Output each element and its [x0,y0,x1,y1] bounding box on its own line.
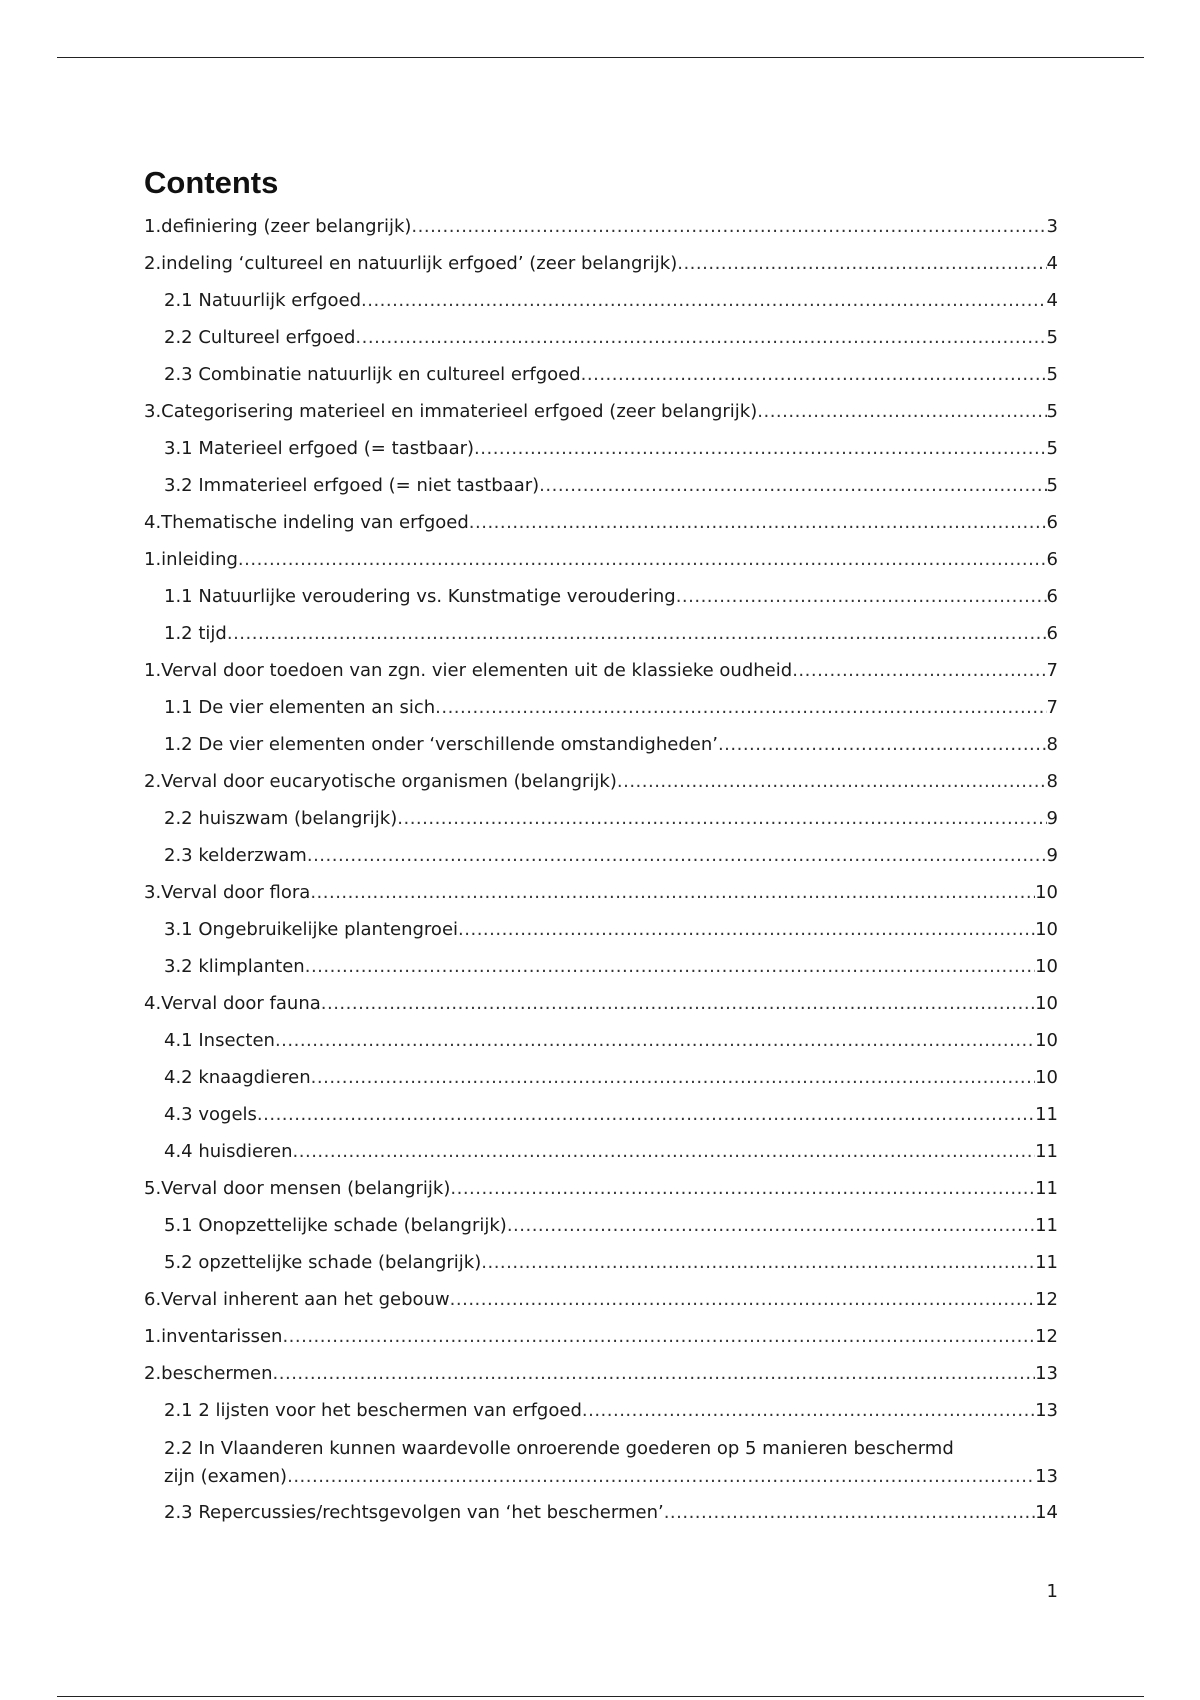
toc-entry[interactable] [144,1213,1058,1239]
toc-entry[interactable] [144,584,1058,610]
dot-leader [361,288,1047,314]
toc-entry-label: 2.3 kelderzwam [164,845,307,866]
toc-entry[interactable] [144,399,1058,425]
dot-leader [617,769,1047,795]
dot-leader [275,1028,1035,1054]
toc-entry-label: 2.1 Natuurlijk erfgoed [164,290,362,311]
dot-leader [397,806,1046,832]
toc-entry[interactable] [144,214,1058,240]
toc-entry[interactable] [144,917,1058,943]
toc-entry-label: 1.Verval door toedoen van zgn. vier elementen uit de klassieke oudheid [144,660,793,681]
toc-entry-label: 2.3 Combinatie natuurlijk en cultureel erfgoed [164,364,581,385]
toc-entry-label: 4.Verval door fauna [144,993,321,1014]
toc-entry-label: 5.2 opzettelijke schade (belangrijk) [164,1252,482,1273]
toc-entry-page: 11 [1035,1141,1058,1162]
toc-entry-label: 1.inventarissen [144,1326,283,1347]
toc-entry[interactable] [144,1176,1058,1202]
toc-entry-label: 2.3 Repercussies/rechtsgevolgen van ‘het beschermen’ [164,1502,664,1523]
toc-list [144,214,1058,1424]
toc-entry[interactable] [144,436,1058,462]
dot-leader [469,510,1047,536]
toc-entry-page: 4 [1046,253,1058,274]
dot-leader [450,1287,1035,1313]
dot-leader [435,695,1046,721]
toc-entry-page: 10 [1035,1030,1058,1051]
toc-entry[interactable] [144,658,1058,684]
toc-entry[interactable] [144,695,1058,721]
dot-leader [307,843,1047,869]
dot-leader [458,917,1035,943]
toc-entry-page: 6 [1046,623,1058,644]
toc-entry-label: 2.indeling ‘cultureel en natuurlijk erfgoed’ (zeer belangrijk) [144,253,678,274]
toc-entry-label: 1.2 tijd [164,623,227,644]
table-of-contents [144,164,1058,1537]
dot-leader [676,584,1047,610]
toc-entry-page: 10 [1035,993,1058,1014]
toc-entry-page: 3 [1046,216,1058,237]
toc-entry-page: 6 [1046,549,1058,570]
toc-entry-label: 1.1 Natuurlijke veroudering vs. Kunstmatige veroudering [164,586,676,607]
dot-leader [293,1139,1036,1165]
toc-entry-page: 11 [1035,1252,1058,1273]
toc-entry-label: 1.1 De vier elementen an sich [164,697,436,718]
toc-entry-label: 2.1 2 lijsten voor het beschermen van erfgoed [164,1400,582,1421]
toc-entry[interactable] [144,1250,1058,1276]
toc-entry[interactable] [144,510,1058,536]
toc-entry-page: 12 [1035,1326,1058,1347]
dot-leader [257,1102,1035,1128]
toc-entry-page: 11 [1035,1178,1058,1199]
toc-entry[interactable] [144,288,1058,314]
dot-leader [757,399,1046,425]
dot-leader [582,1398,1035,1424]
toc-entry-page: 7 [1046,660,1058,681]
toc-entry-label-line2: zijn (examen) [164,1466,288,1487]
dot-leader [305,954,1035,980]
dot-leader [481,1250,1035,1276]
toc-entry-label: 1.inleiding [144,549,238,570]
toc-entry-page: 8 [1046,771,1058,792]
toc-entry-label: 2.2 huiszwam (belangrijk) [164,808,398,829]
dot-leader [411,214,1046,240]
toc-entry-page: 5 [1046,475,1058,496]
dot-leader [287,1463,1035,1491]
dot-leader [581,362,1047,388]
toc-entry-label: 2.2 Cultureel erfgoed [164,327,356,348]
toc-entry-page: 6 [1046,586,1058,607]
dot-leader [311,1065,1035,1091]
footer-rule [57,1696,1144,1697]
toc-entry[interactable] [144,1028,1058,1054]
toc-entry[interactable] [144,325,1058,351]
toc-entry-wrapped[interactable] [144,1435,1058,1491]
toc-entry[interactable] [144,251,1058,277]
dot-leader [238,547,1047,573]
toc-entry[interactable] [144,1065,1058,1091]
toc-entry-page: 10 [1035,956,1058,977]
toc-entry-label: 4.Thematische indeling van erfgoed [144,512,469,533]
toc-entry[interactable] [144,769,1058,795]
toc-entry-label: 6.Verval inherent aan het gebouw [144,1289,450,1310]
dot-leader [282,1324,1035,1350]
toc-entry-page: 5 [1046,327,1058,348]
toc-entry-page: 9 [1046,845,1058,866]
dot-leader [664,1500,1035,1526]
toc-entry-page: 10 [1035,919,1058,940]
toc-entry-page: 11 [1035,1104,1058,1125]
dot-leader [450,1176,1035,1202]
dot-leader [507,1213,1035,1239]
toc-entry-label: 4.4 huisdieren [164,1141,293,1162]
toc-entry-page: 12 [1035,1289,1058,1310]
dot-leader [227,621,1047,647]
toc-entry-label: 3.2 Immaterieel erfgoed (= niet tastbaar) [164,475,540,496]
toc-entry-page: 7 [1046,697,1058,718]
toc-entry-label: 3.Categorisering materieel en immaterieel erfgoed (zeer belangrijk) [144,401,758,422]
toc-entry-label: 5.Verval door mensen (belangrijk) [144,1178,451,1199]
toc-entry-page: 10 [1035,1067,1058,1088]
toc-entry[interactable] [144,621,1058,647]
toc-entry-page: 4 [1046,290,1058,311]
dot-leader [677,251,1046,277]
header-rule [57,57,1144,58]
toc-entry[interactable] [144,1287,1058,1313]
toc-entry[interactable] [144,806,1058,832]
toc-entry[interactable] [144,1324,1058,1350]
toc-entry-page: 8 [1046,734,1058,755]
toc-entry[interactable] [144,880,1058,906]
page-number: 1 [1046,1581,1058,1602]
toc-entry-label: 3.1 Materieel erfgoed (= tastbaar) [164,438,475,459]
toc-entry-page: 10 [1035,882,1058,903]
toc-entry-label: 4.3 vogels [164,1104,257,1125]
toc-entry-label: 3.1 Ongebruikelijke plantengroei [164,919,459,940]
toc-entry-page: 13 [1035,1400,1058,1421]
toc-entry-label: 3.Verval door flora [144,882,311,903]
dot-leader [539,473,1046,499]
toc-entry-label: 2.Verval door eucaryotische organismen (belangrijk) [144,771,617,792]
toc-entry-page: 5 [1046,438,1058,459]
toc-entry-page: 13 [1035,1363,1058,1384]
dot-leader [792,658,1046,684]
toc-entry[interactable] [144,732,1058,758]
toc-entry[interactable] [144,1139,1058,1165]
dot-leader [474,436,1047,462]
toc-entry-label: 3.2 klimplanten [164,956,305,977]
dot-leader [355,325,1046,351]
dot-leader [310,880,1035,906]
toc-entry-page: 13 [1035,1466,1058,1487]
toc-entry-page: 11 [1035,1215,1058,1236]
toc-entry-label: 5.1 Onopzettelijke schade (belangrijk) [164,1215,507,1236]
toc-entry-last[interactable] [144,1500,1058,1526]
toc-entry[interactable] [144,1102,1058,1128]
toc-entry[interactable] [144,547,1058,573]
dot-leader [273,1361,1036,1387]
toc-entry-page: 9 [1046,808,1058,829]
toc-entry[interactable] [144,362,1058,388]
toc-entry-label: 4.2 knaagdieren [164,1067,311,1088]
toc-entry-page: 5 [1046,364,1058,385]
toc-entry[interactable] [144,843,1058,869]
toc-entry-page: 5 [1046,401,1058,422]
toc-title: Contents [144,165,279,200]
dot-leader [718,732,1047,758]
toc-entry-page: 6 [1046,512,1058,533]
dot-leader [321,991,1035,1017]
toc-entry-label: 2.beschermen [144,1363,273,1384]
toc-entry[interactable] [144,1361,1058,1387]
toc-entry-label: 4.1 Insecten [164,1030,275,1051]
toc-entry-page: 14 [1035,1502,1058,1523]
toc-entry-label-line1: 2.2 In Vlaanderen kunnen waardevolle onroerende goederen op 5 manieren beschermd [164,1438,954,1459]
toc-entry-label: 1.2 De vier elementen onder ‘verschillende omstandigheden’ [164,734,718,755]
toc-entry[interactable] [144,991,1058,1017]
toc-entry-label: 1.definiering (zeer belangrijk) [144,216,412,237]
toc-entry[interactable] [144,954,1058,980]
toc-entry[interactable] [144,1398,1058,1424]
toc-entry[interactable] [144,473,1058,499]
